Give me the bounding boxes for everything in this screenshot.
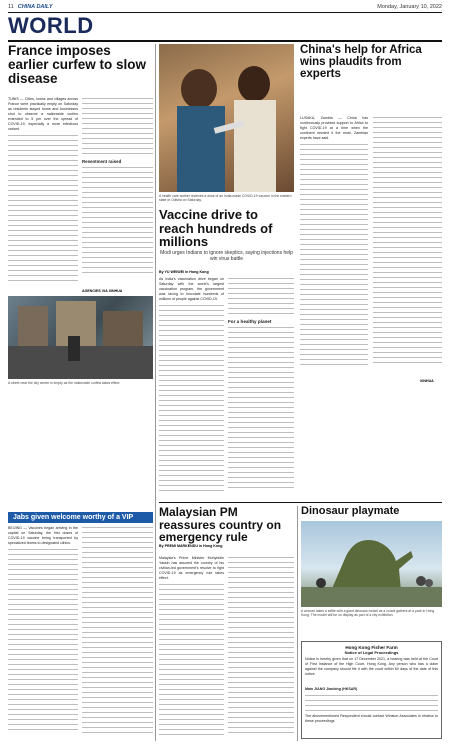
notice-title: Hong Kong Fisher Farm bbox=[345, 645, 398, 650]
malaysia-body-col2 bbox=[228, 556, 294, 741]
france-text-lines-2 bbox=[82, 97, 153, 157]
india-subhead: For a healthy planet bbox=[228, 319, 272, 324]
dino-photo bbox=[301, 521, 442, 607]
section-rule bbox=[8, 40, 442, 42]
malaysia-headline: Malaysian PM reassures country on emergency rule bbox=[159, 506, 282, 545]
india-photo bbox=[159, 44, 294, 192]
malaysia-text-lines bbox=[159, 583, 224, 738]
france-headline: France imposes earlier curfew to slow disease bbox=[8, 44, 147, 87]
page-header bbox=[8, 2, 442, 12]
jabs-text-lines-2 bbox=[82, 526, 153, 736]
africa-text-lines bbox=[300, 143, 368, 368]
brand-logo: CHINA DAILY bbox=[17, 4, 53, 10]
france-body-col2 bbox=[82, 97, 153, 287]
jabs-lead: BEIJING — Vaccines began arriving in the capital on Saturday, the first doses of COVID-19 vaccine being transported by specialized teams to designated clinics. bbox=[8, 526, 78, 545]
india-text-lines bbox=[159, 304, 224, 494]
france-photo bbox=[8, 296, 153, 379]
france-byline: AGENCIES VIA XINHUA bbox=[82, 289, 123, 293]
africa-headline: China's help for Africa wins plaudits from experts bbox=[300, 44, 422, 81]
france-text-lines bbox=[8, 134, 78, 284]
dino-headline: Dinosaur playmate bbox=[301, 506, 400, 517]
notice-contact: Main JIANG Jianbing (HKSAR) bbox=[305, 687, 358, 691]
africa-text-lines-2 bbox=[373, 116, 442, 366]
notice-text-lines bbox=[305, 694, 438, 714]
page-number: 11 bbox=[8, 4, 14, 10]
section-title: WORLD bbox=[8, 13, 94, 38]
notice-body: Notice is hereby given that on 17 December 2021, a hearing was held at the Court of First Instance of the High Court, Hong Kong. Any person who has a claim against the company should file it with the court within 60 days of the date of this notice. bbox=[305, 657, 438, 676]
france-headline-box bbox=[8, 44, 153, 94]
column-divider bbox=[155, 44, 156, 741]
france-subhead: Resentment raised bbox=[82, 159, 122, 164]
india-text-lines-3 bbox=[228, 326, 294, 491]
india-headline: Vaccine drive to reach hundreds of millions bbox=[159, 208, 273, 250]
malaysia-text-lines-2 bbox=[228, 556, 294, 736]
jabs-text-lines bbox=[8, 548, 78, 733]
column-divider-2 bbox=[297, 506, 298, 741]
france-text-lines-3 bbox=[82, 166, 153, 276]
africa-byline: XINHUA bbox=[420, 379, 434, 383]
dinosaur-icon bbox=[301, 521, 442, 607]
dino-headline-box bbox=[301, 506, 442, 520]
india-deck: Modi urges Indians to ignore skeptics, saying injections help win virus battle bbox=[160, 250, 293, 262]
issue-date: Monday, January 10, 2022 bbox=[377, 4, 442, 10]
mid-rule bbox=[159, 502, 442, 503]
france-lead: TUNIS — Cities, towns and villages across France were practically empty on Saturday as residents stayed home and businesses shut to observe a nationwide curfew extended to 5 pm over the spread of COVID-19, especially a more infectious variant. bbox=[8, 97, 78, 131]
india-byline: By YU WEIWEI in Hong Kong bbox=[159, 270, 209, 274]
street-scene-icon bbox=[8, 296, 153, 379]
malaysia-body-col1 bbox=[159, 556, 224, 741]
africa-headline-box bbox=[300, 44, 442, 114]
india-text-lines-2 bbox=[228, 277, 294, 317]
india-body-col2 bbox=[228, 277, 294, 497]
africa-body-col2 bbox=[373, 116, 442, 376]
malaysia-byline: By PREMI MARKENDU in Hong Kong bbox=[159, 544, 223, 548]
france-body-col1 bbox=[8, 97, 78, 287]
jabs-body-col2 bbox=[82, 526, 153, 741]
france-photo-caption: A street near the city center is empty as the nationwide curfew takes effect. bbox=[8, 381, 121, 385]
jabs-body-col1 bbox=[8, 526, 78, 741]
africa-lead: LUSAKA, Zambia — China has continuously provided support to Africa to fight COVID-19 at a time when the continent needed it the most, Zambian experts have said. bbox=[300, 116, 368, 140]
india-lead: As India's vaccination drive began on Saturday with the world's largest vaccination program, the government was racing to inoculate hundreds of millions of people against COVID-19. bbox=[159, 277, 224, 301]
dino-photo-caption: A woman takes a selfie with a giant dinosaur model as a crowd gathers at a park in Hong Kong. The model will be on display as part of a city exhibition. bbox=[301, 609, 435, 618]
africa-body-col1 bbox=[300, 116, 368, 376]
notice-subtitle: Notice of Legal Proceedings bbox=[344, 650, 399, 655]
notice-footer: The abovementioned Respondent should contact Winston Associates in relation to these proceedings. bbox=[305, 714, 438, 723]
vaccination-scene-icon bbox=[159, 44, 294, 192]
malaysia-lead: Malaysia's Prime Minister Muhyiddin Yassin has assured the country of his civilian-led government's resolve to fight COVID-19 as emergency rule takes effect. bbox=[159, 556, 224, 580]
malaysia-headline-box bbox=[159, 506, 294, 546]
vaccine-banner: Jabs given welcome worthy of a VIP bbox=[8, 512, 153, 523]
legal-notice bbox=[301, 641, 442, 739]
india-body-col1 bbox=[159, 277, 224, 497]
india-photo-caption: A health care worker receives a dose of an India-made COVID-19 vaccine in the eastern state of Odisha on Saturday. bbox=[159, 194, 292, 203]
